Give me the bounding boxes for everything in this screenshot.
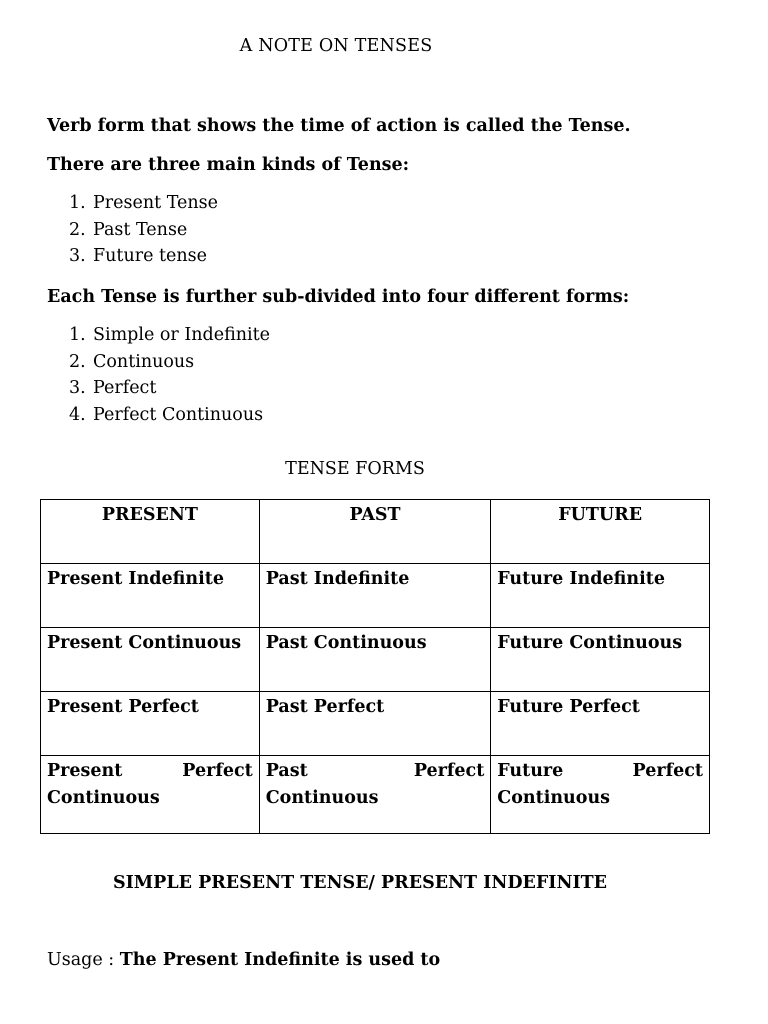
table-cell: Past Continuous [259,628,491,692]
tense-forms-table [40,499,710,834]
section-heading: SIMPLE PRESENT TENSE/ PRESENT INDEFINITE [112,873,608,893]
document-title: A NOTE ON TENSES [239,36,433,56]
kinds-list [69,190,218,270]
list-item: 2. Continuous [69,351,195,372]
usage-label: Usage : [47,950,120,970]
list-item: 4. Perfect Continuous [69,404,264,425]
table-cell: Past Indefinite [259,564,491,628]
table-cell: Present Continuous [41,628,260,692]
usage-text: The Present Indefinite is used to [119,950,441,970]
cell-first-line: Past Perfect [265,761,485,781]
definition-text: Verb form that shows the time of action is called the Tense. [47,116,631,136]
column-header-past: PAST [259,500,491,564]
kinds-intro-text: There are three main kinds of Tense: [47,155,410,175]
cell-second-line: Continuous [497,787,611,808]
table-cell: Present Perfect [41,692,260,756]
table-row [41,756,710,834]
list-item: 3. Future tense [69,246,207,266]
usage-line [47,950,440,970]
list-item: 1. Present Tense [69,193,218,213]
cell-first-line: Present Perfect [47,761,253,781]
table-cell: Present Indefinite [41,564,260,628]
table-cell: Future Perfect [491,692,710,756]
table-header-row [41,500,710,564]
forms-intro-text: Each Tense is further sub-divided into four different forms: [47,287,630,307]
table-cell: Future Indefinite [491,564,710,628]
list-item: 3. Perfect [69,378,157,398]
list-item: 2. Past Tense [69,219,188,240]
table-title: TENSE FORMS [285,459,425,479]
table-row [41,692,710,756]
forms-list [69,322,270,428]
cell-second-line: Continuous [47,787,160,808]
table-row [41,628,710,692]
list-item: 1. Simple or Indefinite [69,325,271,345]
table-cell [491,756,710,834]
cell-second-line: Continuous [265,787,379,808]
cell-first-line: Future Perfect [497,761,703,781]
column-header-present: PRESENT [41,500,260,564]
table-cell [259,756,491,834]
column-header-future: FUTURE [491,500,710,564]
table-cell: Future Continuous [491,628,710,692]
table-cell [41,756,260,834]
table-row [41,564,710,628]
table-cell: Past Perfect [259,692,491,756]
